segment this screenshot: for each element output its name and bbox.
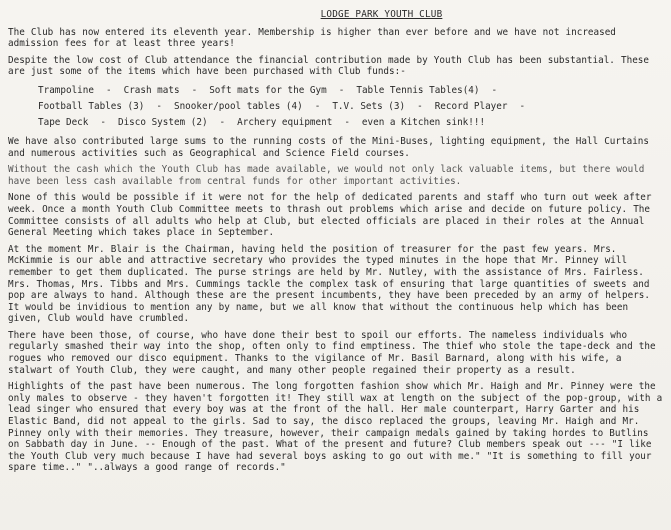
dash-separator: -: [491, 84, 498, 96]
list-item: even a Kitchen sink!!!: [361, 116, 486, 128]
paragraph-contributions: We have also contributed large sums to the running costs of the Mini-Buses, lighting equipment, the Hall Curtains and numerous activities such as Geographical and Science Field courses.: [8, 135, 649, 159]
dash-separator: -: [100, 116, 106, 128]
paragraph-vandals: There have been those, of course, who have done their best to spoil our efforts. The nameless individuals who regularly smashed their way into the shop, often only to find emptiness. The thief who stole the tape-deck and the rogues who removed our disco equipment. Thanks to the vigilance of Mr. Basil Barnard, along with his wife, a stalwart of Youth Club, they were caught, and many other people regained their property as a result.: [8, 329, 656, 376]
items-row: [38, 115, 663, 131]
dash-separator: -: [314, 100, 321, 112]
dash-separator: -: [344, 116, 350, 128]
list-item: Soft mats for the Gym: [209, 84, 327, 96]
paragraph-highlights: Highlights of the past have been numerous. The long forgotten fashion show which Mr. Haigh and Mr. Pinney were the only males to observe - they haven't forgotten it! They still wax at length on the subject of the pop-group, with a lead singer who ensured that every boy was at the front of the hall. Her male counterpart, Harry Garter and his Elastic Band, did not appeal to the girls. Sad to say, the disco replaced the groups, leaving Mr. Haigh and Mr. Pinney only with their memories. They treasure, however, their campaign medals gained by taking hordes to Butlins on Sabbath day in June. -- Enough of the past. What of the present and future? Club members speak out --- "I like the Youth Club very much because I have had several boys asking to go out with me." "It is something to fill your spare time.." "..always a good range of records.": [8, 381, 663, 474]
purchased-items-list: [8, 83, 663, 131]
list-item: Football Tables (3): [38, 100, 145, 112]
list-item: Disco System (2): [117, 116, 208, 128]
list-item: Record Player: [434, 100, 508, 112]
dash-separator: -: [519, 100, 526, 112]
dash-separator: -: [219, 116, 226, 128]
dash-separator: -: [338, 84, 345, 96]
list-item: T.V. Sets (3): [332, 100, 406, 112]
document-title: LODGE PARK YOUTH CLUB: [320, 9, 443, 20]
paragraph-committee: None of this would be possible if it were not for the help of dedicated parents and staff who turn out week after week. Once a month Youth Club Committee meets to thrash out problems which arise and decide on future policy. The Committee consists of all adults who help at Club, but elected officials are placed in their roles at the Annual General Meeting which takes place in September.: [8, 192, 652, 239]
paragraph-intro: The Club has now entered its eleventh year. Membership is higher than ever before and we have not increased admission fees for at least three years!: [8, 26, 616, 50]
items-row: [38, 99, 663, 115]
paragraph-funds: Despite the low cost of Club attendance the financial contribution made by Youth Club has been substantial. These are just some of the items which have been purchased with Club funds:-: [8, 54, 649, 78]
items-row: [38, 83, 663, 99]
paragraph-officials: At the moment Mr. Blair is the Chairman, having held the position of treasurer for the past few years. Mrs. McKimmie is our able and attractive secretary who provides the typed minutes in the hope that Mr. Pinney will remember to get them duplicated. The purse strings are held by Mr. Nutley, with the assistance of Mrs. Fairless. Mrs. Thomas, Mrs. Tibbs and Mrs. Cummings tackle the complex task of ensuring that large quantities of sweets and pop are always to hand. Although these are the present incumbents, they have been preceded by an army of helpers. It would be invidious to mention any by name, but we all know that without the continuous help which has been given, Club would have crumbled.: [8, 243, 650, 325]
list-item: Tape Deck: [38, 116, 89, 128]
dash-separator: -: [105, 84, 112, 96]
paragraph-cash: Without the cash which the Youth Club has made available, we would not only lack valuable items, but there would have been less cash available from central funds for other important activities.: [8, 164, 645, 187]
dash-separator: -: [191, 84, 198, 96]
list-item: Crash mats: [123, 84, 180, 96]
list-item: Archery equipment: [237, 116, 333, 128]
list-item: Snooker/pool tables (4): [173, 100, 303, 112]
list-item: Table Tennis Tables(4): [356, 84, 480, 96]
dash-separator: -: [156, 100, 162, 112]
list-item: Trampoline: [38, 84, 94, 96]
dash-separator: -: [417, 100, 423, 112]
